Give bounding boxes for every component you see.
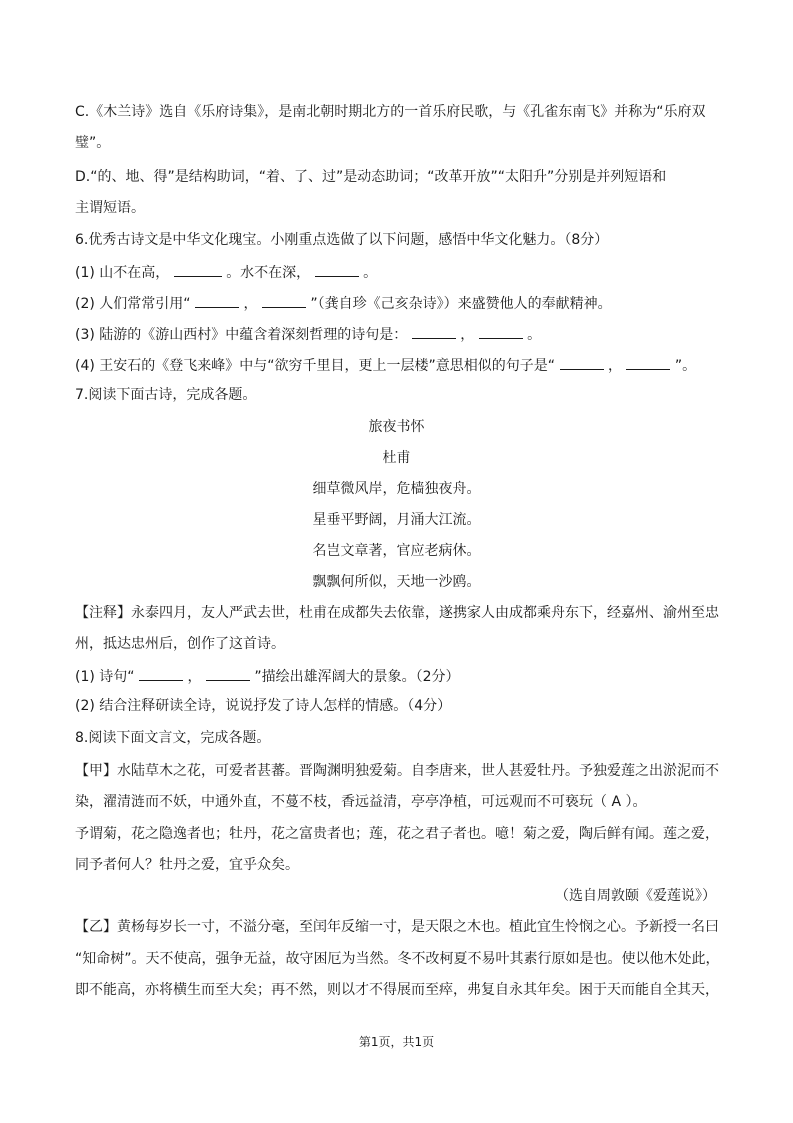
question-text: ， (187, 669, 202, 685)
question-text: ”描绘出雄浑阔大的景象。（2分） (254, 669, 460, 685)
question-8-heading: 8.阅读下面文言文，完成各题。 (75, 730, 271, 746)
question-text: ， (607, 358, 622, 374)
answer-blank[interactable] (206, 666, 250, 681)
question-text: 。 (363, 265, 378, 281)
answer-blank[interactable] (560, 355, 604, 370)
passage-jia-line: 同予者何人？牡丹之爱，宜乎众矣。 (75, 857, 299, 873)
question-text: (3) 陆游的《游山西村》中蕴含着深刻哲理的诗句是： (75, 327, 408, 343)
question-text: ”（龚自珍《己亥杂诗》）来盛赞他人的奉献精神。 (310, 296, 612, 312)
answer-blank[interactable] (174, 262, 222, 277)
text-line: 璧”。 (75, 135, 111, 151)
question-text: (4) 王安石的《登飞来峰》中与“欲穷千里目，更上一层楼”意思相似的句子是“ (75, 358, 556, 374)
passage-jia-line: 【甲】水陆草木之花，可爱者甚蕃。晋陶渊明独爱菊。自李唐来，世人甚爱牡丹。予独爱莲之出淤泥而不 (75, 763, 719, 779)
question-7-1 (75, 666, 725, 686)
poem-line: 名岂文章著，官应老病休。 (312, 543, 481, 559)
passage-jia-line: 染，濯清涟而不妖，中通外直，不蔓不枝，香远益清，亭亭净植，可远观而不可亵玩（ A ）。 (75, 794, 647, 810)
text-line: C.《木兰诗》选自《乐府诗集》，是南北朝时期北方的一首乐府民歌，与《孔雀东南飞》并称为“乐府双 (75, 104, 706, 120)
note-line: 州，抵达忠州后，创作了这首诗。 (75, 636, 285, 652)
question-text: 。 (527, 327, 542, 343)
question-text: ， (460, 327, 475, 343)
question-text: (1) 诗句“ (75, 669, 135, 685)
question-7-2: (2) 结合注释研读全诗，说说抒发了诗人怎样的情感。（4分） (75, 698, 452, 714)
question-text: (2) 人们常常引用“ (75, 296, 191, 312)
question-text: ”。 (674, 358, 697, 374)
answer-blank[interactable] (479, 324, 523, 339)
poem-line: 飘飘何所似，天地一沙鸥。 (312, 574, 481, 590)
passage-jia-line: 予谓菊，花之隐逸者也；牡丹，花之富贵者也；莲，花之君子者也。噫！菊之爱，陶后鲜有闻。莲之爱， (75, 826, 719, 842)
question-text: (1) 山不在高， (75, 265, 170, 281)
passage-source: （选自周敦颐《爱莲说》） (555, 888, 716, 904)
passage-yi-line: “知命树”。天不使高，强争无益，故守困厄为当然。冬不改柯夏不易叶其素行原如是也。使以他木处此， (75, 951, 720, 967)
poem-author: 杜甫 (382, 450, 411, 466)
question-6-1 (75, 262, 725, 282)
answer-blank[interactable] (626, 355, 670, 370)
passage-yi-line: 【乙】黄杨每岁长一寸，不溢分毫，至闰年反缩一寸，是天限之木也。植此宜生怜悯之心。予新授一名曰 (75, 919, 719, 935)
passage-yi-line: 即不能高，亦将横生而至大矣；再不然，则以才不得展而至瘁，弗复自永其年矣。困于天而能自全其天， (75, 982, 719, 998)
text-line: 主谓短语。 (75, 200, 145, 216)
question-6-3 (75, 324, 725, 344)
answer-blank[interactable] (315, 262, 359, 277)
answer-blank[interactable] (195, 293, 239, 308)
poem-line: 星垂平野阔，月涌大江流。 (312, 512, 481, 528)
answer-blank[interactable] (412, 324, 456, 339)
answer-blank[interactable] (262, 293, 306, 308)
poem-line: 细草微风岸，危樯独夜舟。 (312, 481, 481, 497)
page-footer: 第1页，共1页 (358, 1035, 435, 1049)
poem-title: 旅夜书怀 (368, 419, 425, 435)
text-line: D.“的、地、得”是结构助词，“着、了、过”是动态助词；“改革开放”“太阳升”分别是并列短语和 (75, 169, 667, 185)
question-7-heading: 7.阅读下面古诗，完成各题。 (75, 387, 257, 403)
question-6-2 (75, 293, 725, 313)
note-line: 【注释】永泰四月，友人严武去世，杜甫在成都失去依靠，遂携家人由成都乘舟东下，经嘉州、渝州至忠 (75, 605, 719, 621)
question-text: 。水不在深， (226, 265, 311, 281)
question-6-heading: 6.优秀古诗文是中华文化瑰宝。小刚重点选做了以下问题，感悟中华文化魅力。（8分） (75, 232, 609, 248)
question-6-4 (75, 355, 725, 375)
question-text: ， (243, 296, 258, 312)
answer-blank[interactable] (139, 666, 183, 681)
